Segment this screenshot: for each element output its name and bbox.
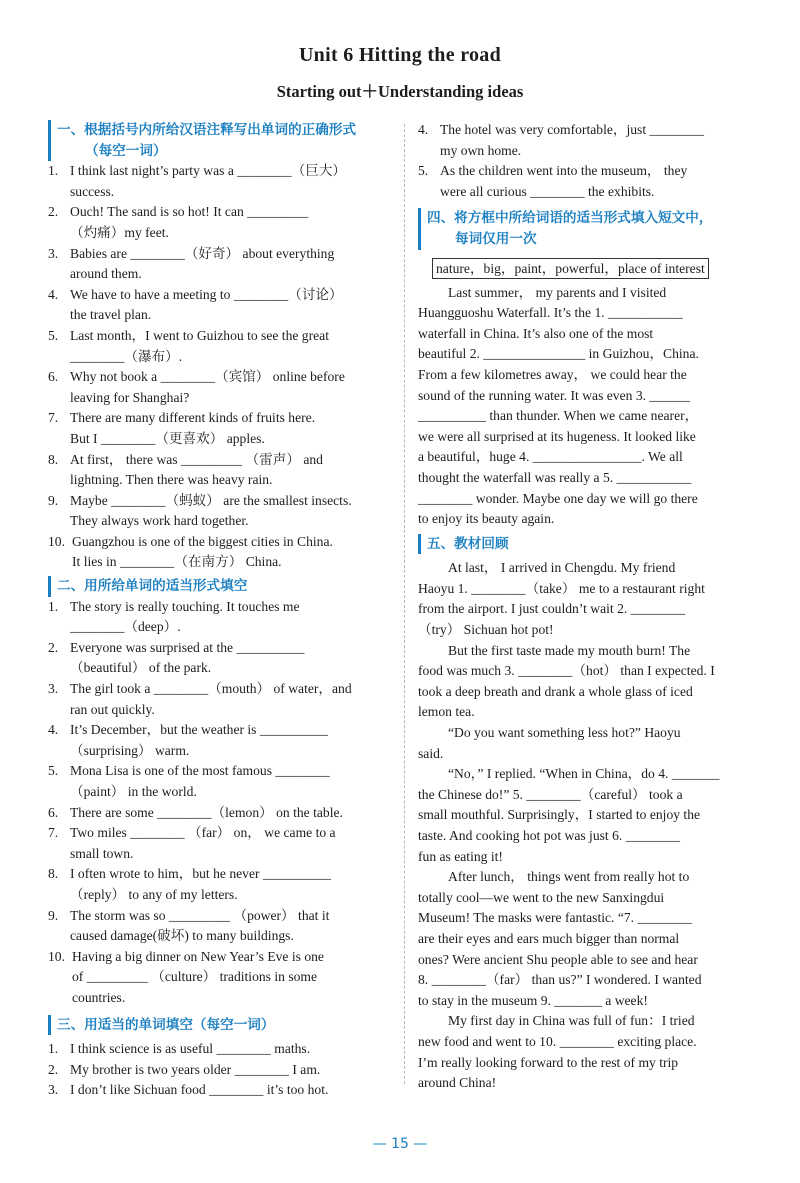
item-text xyxy=(70,906,392,947)
item-line: At first， there was _________ （雷声） and xyxy=(70,451,323,467)
item-number: 6. xyxy=(48,369,59,385)
item-number: 8. xyxy=(48,451,59,467)
item-line: my own home. xyxy=(440,142,522,158)
passage-line: taste. And cooking hot pot was just 6. ________ xyxy=(418,828,681,843)
item-line: were all curious ________ the exhibits. xyxy=(440,183,655,199)
item-line: I often wrote to him，but he never __________ xyxy=(70,866,331,882)
item-number: 3. xyxy=(48,1082,59,1098)
passage-line: totally cool—we went to the new Sanxingdui xyxy=(418,889,665,905)
item-line: It lies in ________（在南方） China. xyxy=(72,554,282,570)
item-text xyxy=(70,720,392,761)
passage-paragraph xyxy=(418,764,760,867)
section-1-heading: 一、根据括号内所给汉语注释写出单词的正确形式 （每空一词） xyxy=(48,120,392,161)
item-line: of _________ （culture） traditions in some xyxy=(72,969,318,985)
item-text xyxy=(70,679,392,720)
item-number: 2. xyxy=(48,639,59,655)
passage-line: Museum! The masks were fantastic. “7. ________ xyxy=(418,910,692,926)
item-line: The storm was so _________ （power） that it xyxy=(70,907,330,923)
passage-paragraph xyxy=(418,558,760,640)
item-number: 1. xyxy=(48,1041,59,1057)
item-text xyxy=(72,947,392,1009)
item-line: The story is really touching. It touches me xyxy=(70,598,300,614)
item-line: （surprising） warm. xyxy=(70,742,190,758)
right-column xyxy=(418,120,760,1094)
item-line: （beautiful） of the park. xyxy=(70,660,212,676)
exercise-item xyxy=(48,947,392,1009)
exercise-item xyxy=(48,491,392,532)
item-text xyxy=(70,202,392,243)
item-line: Ouch! The sand is so hot! It can _________ xyxy=(70,204,309,220)
section-5-heading: 五、教材回顾 xyxy=(418,534,760,555)
exercise-item xyxy=(418,120,760,161)
passage-paragraph xyxy=(418,723,760,764)
passage-line: around China! xyxy=(418,1075,497,1091)
item-line: Why not book a ________（宾馆） online before xyxy=(70,369,345,385)
passage-line: from the airport. I just couldn’t wait 2. ________ xyxy=(418,601,686,617)
passage-line: said. xyxy=(418,745,444,761)
exercise-item xyxy=(48,638,392,679)
item-number: 4. xyxy=(48,286,59,302)
passage-line: ones? Were ancient Shu people able to see and hear xyxy=(418,951,698,967)
passage-line: food was much 3. ________（hot） than I expected. I xyxy=(418,663,715,679)
item-line: My brother is two years older ________ I am. xyxy=(70,1061,321,1077)
item-text xyxy=(70,1080,392,1101)
passage-line: the Chinese do!” 5. ________（careful） took a xyxy=(418,786,683,802)
item-number: 5. xyxy=(418,163,429,179)
passage-line: waterfall in China. It’s also one of the most xyxy=(418,325,654,341)
exercise-item xyxy=(48,161,392,202)
item-text xyxy=(440,120,760,161)
exercise-item xyxy=(48,906,392,947)
item-line: The girl took a ________（mouth） of water，and xyxy=(70,681,352,697)
item-text xyxy=(70,450,392,491)
item-line: I think science is as useful ________ maths. xyxy=(70,1041,311,1057)
item-number: 6. xyxy=(48,804,59,820)
item-line: caused damage(破坏) to many buildings. xyxy=(70,928,294,944)
item-line: Last month，I went to Guizhou to see the great xyxy=(70,327,329,343)
column-divider xyxy=(404,124,405,1084)
item-line: There are some ________（lemon） on the table. xyxy=(70,804,343,820)
item-line: ________（deep）. xyxy=(70,619,181,635)
item-line: the travel plan. xyxy=(70,307,152,323)
exercise-item xyxy=(48,823,392,864)
item-number: 3. xyxy=(48,245,59,261)
section-2-heading: 二、用所给单词的适当形式填空 xyxy=(48,576,392,597)
item-number: 10. xyxy=(48,948,65,964)
section-5-passage xyxy=(418,558,760,1093)
passage-line: are their eyes and ears much bigger than normal xyxy=(418,930,680,946)
exercise-item xyxy=(48,803,392,824)
exercise-item xyxy=(418,161,760,202)
item-text xyxy=(70,491,392,532)
passage-line: beautiful 2. _______________ in Guizhou，China. xyxy=(418,346,699,362)
passage-line: lemon tea. xyxy=(418,704,475,720)
item-line: （reply） to any of my letters. xyxy=(70,886,238,902)
item-line: There are many different kinds of fruits here. xyxy=(70,410,316,426)
exercise-item xyxy=(48,326,392,367)
passage-line: __________ than thunder. When we came nearer， xyxy=(418,408,699,424)
item-line: Guangzhou is one of the biggest cities in China. xyxy=(72,533,333,549)
exercise-item xyxy=(48,532,392,573)
item-text xyxy=(70,285,392,326)
exercise-item xyxy=(48,450,392,491)
item-line: leaving for Shanghai? xyxy=(70,389,190,405)
item-line: I think last night’s party was a ________（巨大） xyxy=(70,163,347,179)
section-1-items xyxy=(48,161,392,573)
section-2-items xyxy=(48,597,392,1009)
left-column xyxy=(48,120,392,1101)
passage-line: Haoyu 1. ________（take） me to a restaurant right xyxy=(418,580,705,596)
item-line: Mona Lisa is one of the most famous ________ xyxy=(70,763,330,779)
passage-line: we were all surprised at its hugeness. It looked like xyxy=(418,428,696,444)
exercise-item xyxy=(48,597,392,638)
section-3-items-right xyxy=(418,120,760,202)
passage-paragraph xyxy=(418,1011,760,1093)
item-text xyxy=(70,597,392,638)
item-text xyxy=(70,864,392,905)
passage-line: At last， I arrived in Chengdu. My friend xyxy=(448,560,676,576)
item-line: They always work hard together. xyxy=(70,513,249,529)
exercise-item xyxy=(48,1039,392,1060)
passage-paragraph xyxy=(418,641,760,723)
item-line: ran out quickly. xyxy=(70,701,155,717)
item-line: success. xyxy=(70,183,115,199)
item-number: 4. xyxy=(418,122,429,137)
item-text xyxy=(70,367,392,408)
item-line: It’s December，but the weather is __________ xyxy=(70,722,328,738)
item-number: 5. xyxy=(48,763,59,779)
passage-line: Last summer， my parents and I visited xyxy=(448,284,667,300)
passage-line: I’m really looking forward to the rest of my trip xyxy=(418,1054,679,1070)
passage-line: new food and went to 10. ________ exciting place. xyxy=(418,1033,697,1049)
item-text xyxy=(70,823,392,864)
item-number: 2. xyxy=(48,1061,59,1077)
item-line: Having a big dinner on New Year’s Eve is one xyxy=(72,948,324,964)
passage-line: My first day in China was full of fun：I tried xyxy=(448,1013,695,1029)
item-line: I don’t like Sichuan food ________ it’s too hot. xyxy=(70,1082,329,1098)
item-line: （paint） in the world. xyxy=(70,784,197,799)
item-line: Maybe ________（蚂蚁） are the smallest insects. xyxy=(70,492,352,508)
exercise-item xyxy=(48,285,392,326)
item-number: 7. xyxy=(48,825,59,841)
item-text xyxy=(70,803,392,824)
item-line: lightning. Then there was heavy rain. xyxy=(70,472,273,488)
item-number: 2. xyxy=(48,204,59,220)
item-line: small town. xyxy=(70,845,134,861)
exercise-item xyxy=(48,761,392,802)
exercise-item xyxy=(48,367,392,408)
item-line: countries. xyxy=(72,989,126,1005)
item-number: 3. xyxy=(48,681,59,697)
section-4-heading: 四、将方框中所给词语的适当形式填入短文中， 每词仅用一次 xyxy=(418,208,760,249)
passage-line: ________ wonder. Maybe one day we will go there xyxy=(418,490,698,506)
passage-line: 8. ________（far） than us?” I wondered. I wanted xyxy=(418,972,702,988)
item-line: Everyone was surprised at the __________ xyxy=(70,639,305,655)
page-title: Unit 6 Hitting the road xyxy=(298,44,502,66)
passage-line: After lunch， things went from really hot to xyxy=(448,869,690,885)
item-number: 9. xyxy=(48,492,59,508)
passage-line: took a deep breath and drank a whole glass of iced xyxy=(418,683,693,699)
item-text xyxy=(70,1039,392,1060)
item-line: But I ________（更喜欢） apples. xyxy=(70,430,265,446)
item-number: 9. xyxy=(48,907,59,923)
passage-line: a beautiful，huge 4. ________________. We all xyxy=(418,449,683,465)
item-line: As the children went into the museum， they xyxy=(440,163,688,179)
passage-line: “Do you want something less hot?” Haoyu xyxy=(448,725,681,741)
exercise-item xyxy=(48,202,392,243)
exercise-item xyxy=(48,864,392,905)
exercise-item xyxy=(48,1080,392,1101)
item-line: around them. xyxy=(70,266,142,282)
passage-line: fun as eating it! xyxy=(418,848,503,864)
item-text xyxy=(70,326,392,367)
item-number: 1. xyxy=(48,598,59,614)
item-line: We have to have a meeting to ________（讨论） xyxy=(70,286,343,302)
passage-line: sound of the running water. It was even 3. ______ xyxy=(418,387,691,403)
exercise-item xyxy=(48,1060,392,1081)
item-text xyxy=(72,532,392,573)
item-number: 1. xyxy=(48,163,59,179)
exercise-item xyxy=(48,720,392,761)
passage-line: thought the waterfall was really a 5. ___________ xyxy=(418,469,692,485)
passage-line: small mouthful. Surprisingly，I started to enjoy the xyxy=(418,807,701,823)
item-number: 7. xyxy=(48,410,59,426)
item-number: 10. xyxy=(48,533,65,549)
page-subtitle: Starting out＋Understanding ideas xyxy=(276,82,524,101)
item-number: 4. xyxy=(48,722,59,738)
exercise-item xyxy=(48,408,392,449)
section-3-heading: 三、用适当的单词填空（每空一词） xyxy=(48,1015,392,1036)
item-line: Two miles ________ （far） on， we came to a xyxy=(70,825,336,841)
item-line: ________（瀑布）. xyxy=(70,348,183,364)
passage-line: to enjoy its beauty again. xyxy=(418,511,555,527)
passage-line: （try） Sichuan hot pot! xyxy=(418,622,554,638)
item-text xyxy=(70,244,392,285)
item-number: 8. xyxy=(48,866,59,882)
item-line: Babies are ________（好奇） about everything xyxy=(70,245,335,261)
exercise-item xyxy=(48,679,392,720)
item-text xyxy=(70,161,392,202)
item-text xyxy=(440,161,760,202)
item-line: The hotel was very comfortable，just ________ xyxy=(440,122,704,137)
item-line: （灼痛）my feet. xyxy=(70,224,169,240)
page-number: — 15 — xyxy=(372,1136,428,1152)
item-text xyxy=(70,761,392,802)
section-3-items-left xyxy=(48,1039,392,1101)
word-box: nature，big，paint，powerful，place of interest xyxy=(432,258,709,279)
item-text xyxy=(70,408,392,449)
passage-line: to stay in the museum 9. _______ a week! xyxy=(418,992,648,1008)
passage-line: From a few kilometres away， we could hear the xyxy=(418,366,687,382)
item-text xyxy=(70,638,392,679)
passage-line: Huangguoshu Waterfall. It’s the 1. ___________ xyxy=(418,305,683,321)
passage-paragraph xyxy=(418,867,760,1011)
item-number: 5. xyxy=(48,327,59,343)
exercise-item xyxy=(48,244,392,285)
item-text xyxy=(70,1060,392,1081)
passage-line: But the first taste made my mouth burn! The xyxy=(448,642,691,658)
section-4-passage xyxy=(418,283,760,530)
passage-line: “No，” I replied. “When in China，do 4. _______ xyxy=(448,766,720,782)
